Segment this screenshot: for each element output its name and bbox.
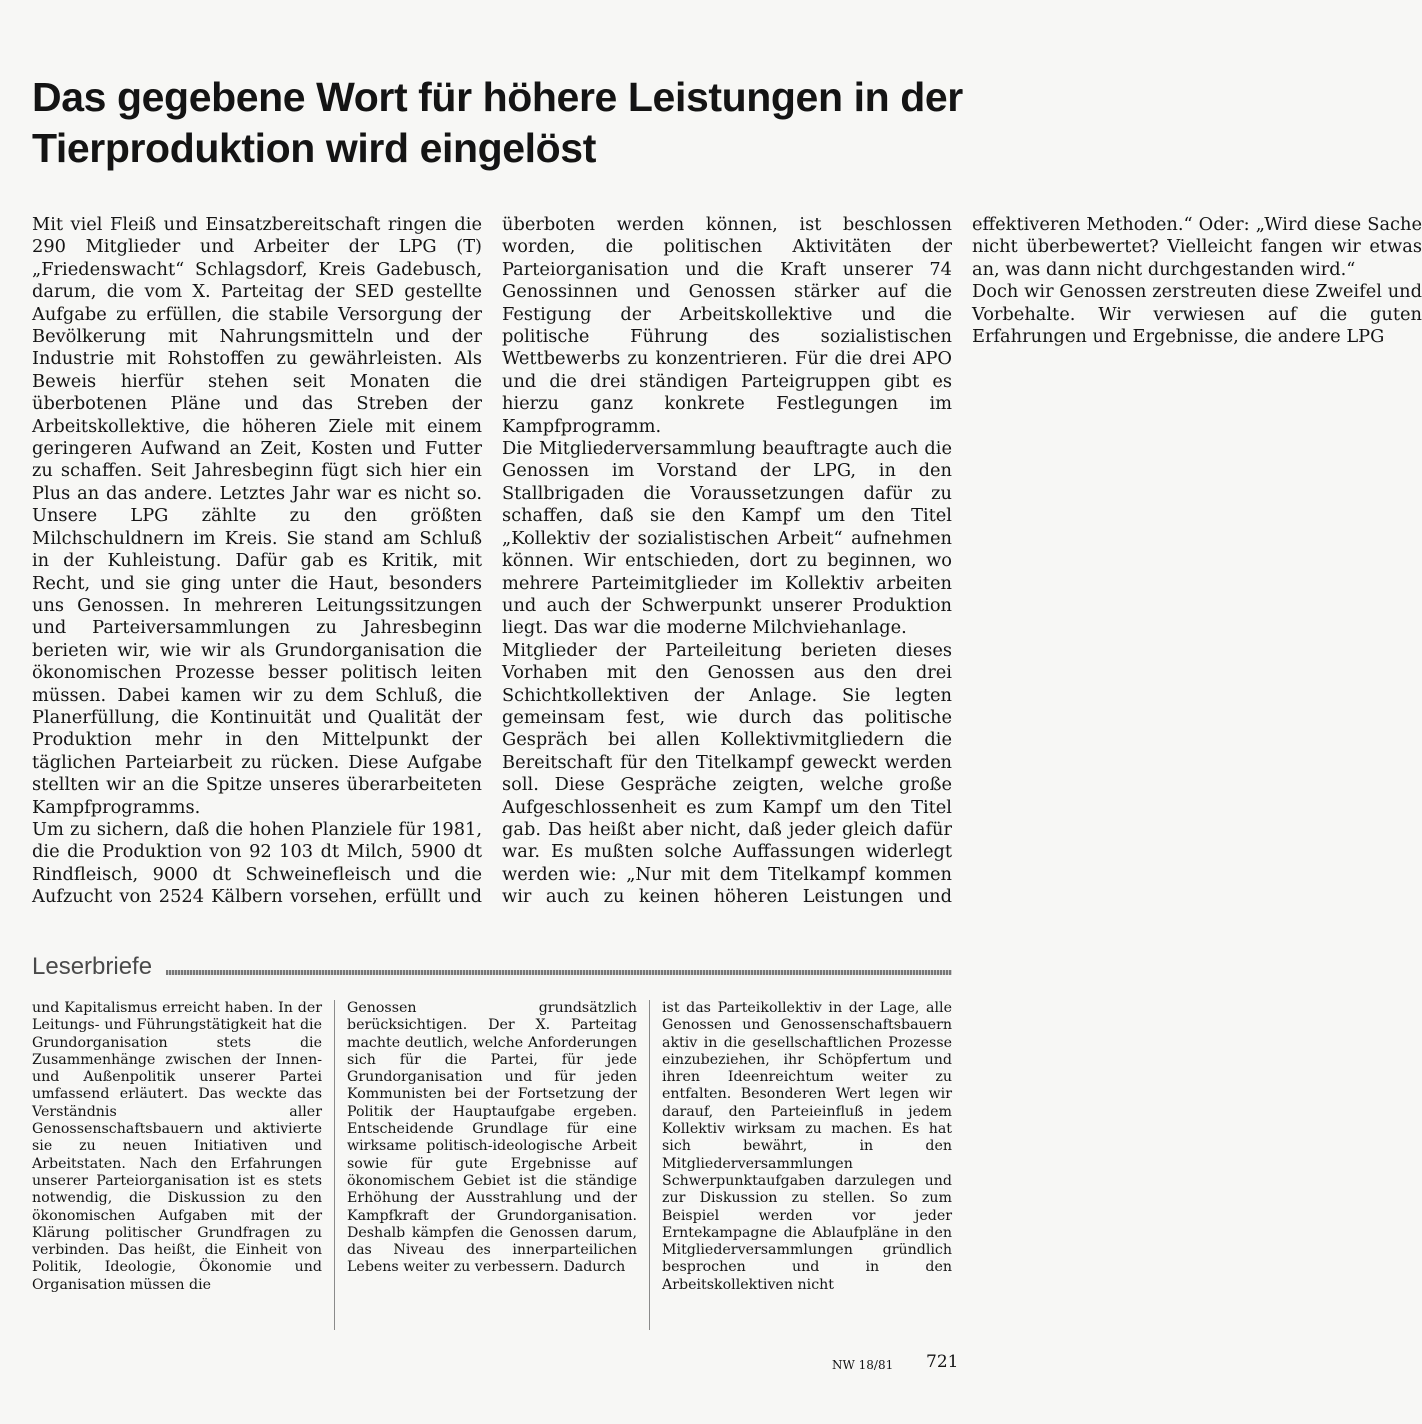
letters-text: ist das Parteikollektiv in der Lage, alle Genossen und Genossenschaftsbauern aktiv in die gesellschaftlichen Prozesse einzubeziehen, ihr Schöpfertum und ihren Ideenreichtum weiter zu entfalten. Besonderen Wert legen wir darauf, den Parteieinfluß in jedem Kollektiv wirksam zu machen. Es hat sich bewährt, in den Mitgliederversammlungen Schwerpunktaufgaben darzulegen und zur Diskussion zu stellen. So zum Beispiel werden vor jeder Erntekampagne die Ablaufpläne in den Mitgliederversammlungen gründlich besprochen und in den Arbeitskollektiven nicht	[662, 1000, 952, 1293]
article-paragraph: Doch wir Genossen zerstreuten diese Zweifel und Vorbehalte. Wir verwiesen auf die guten Erfahrungen und Ergebnisse, die andere LPG	[972, 281, 1422, 348]
letters-column-1	[32, 1000, 334, 1330]
letters-text: und Kapitalismus erreicht haben. In der Leitungs- und Führungstätigkeit hat die Grundorganisation stets die Zusammenhänge zwischen der Innen- und Außenpolitik unserer Partei umfassend erläutert. Das weckte das Verständnis aller Genossenschaftsbauern und aktivierte sie zu neuen Initiativen und Arbeitstaten. Nach den Erfahrungen unserer Parteiorganisation ist es stets notwendig, die Diskussion zu den ökonomischen Aufgaben mit der Klärung politischer Grundfragen zu verbinden. Das heißt, die Einheit von Politik, Ideologie, Ökonomie und Organisation müssen die	[32, 1000, 322, 1293]
issue-number: NW 18/81	[832, 1358, 894, 1372]
letters-text: Genossen grundsätzlich berücksichtigen. Der X. Parteitag machte deutlich, welche Anforderungen sich für die Partei, für jede Grundorganisation und für jeden Kommunisten bei der Fortsetzung der Politik der Hauptaufgabe ergeben. Entscheidende Grundlage für eine wirksame politisch-ideologische Arbeit sowie für gute Ergebnisse auf ökonomischem Gebiet ist die ständige Erhöhung der Ausstrahlung und der Kampfkraft der Grundorganisation. Deshalb kämpfen die Genossen darum, das Niveau des innerparteilichen Lebens weiter zu verbessern. Dadurch	[347, 1000, 637, 1276]
article-headline: Das gegebene Wort für höhere Leistungen in der Tierproduktion wird eingelöst	[32, 74, 963, 171]
letters-column-2	[334, 1000, 649, 1330]
letters-column-3	[649, 1000, 952, 1330]
section-label: Leserbriefe	[32, 953, 153, 980]
article-paragraph: Mitglieder der Parteileitung berieten dieses Vorhaben mit den Genossen aus den drei Schichtkollektiven der Anlage. Sie legten gemeinsam fest, wie durch das politische Gespräch bei allen Kollektivmitgliedern die Bereitschaft für den Titelkampf geweckt werden soll. Diese Gespräche zeigten, welche große Aufgeschlossenheit es zum Kampf um den Titel gab. Das heißt aber nicht, daß jeder gleich dafür war. Es mußten solche Auffassungen widerlegt werden wie: „Nur mit dem Titelkampf kommen wir auch zu keinen höheren Leistungen und effektiveren Methoden.“ Oder: „Wird diese Sache nicht überbewertet? Vielleicht fangen wir etwas an, was dann nicht durchgestanden wird.“	[502, 214, 1422, 908]
article-paragraph: Mit viel Fleiß und Einsatzbereitschaft ringen die 290 Mitglieder und Arbeiter der LPG (T) „Friedenswacht“ Schlagsdorf, Kreis Gadebusch, darum, die vom X. Parteitag der SED gestellte Aufgabe zu erfüllen, die stabile Versorgung der Bevölkerung mit Nahrungsmitteln und der Industrie mit Rohstoffen zu gewährleisten. Als Beweis hierfür stehen seit Monaten die überbotenen Pläne und das Streben der Arbeitskollektive, die höheren Ziele mit einem geringeren Aufwand an Zeit, Kosten und Futter zu schaffen. Seit Jahresbeginn fügt sich hier ein Plus an das andere. Letztes Jahr war es nicht so. Unsere LPG zählte zu den größten Milchschuldnern im Kreis. Sie stand am Schluß in der Kuhleistung. Dafür gab es Kritik, mit Recht, und sie ging unter die Haut, besonders uns Genossen. In mehreren Leitungssitzungen und Parteiversammlungen zu Jahresbeginn berieten wir, wie wir als Grundorganisation die ökonomischen Prozesse besser politisch leiten müssen. Dabei kamen wir zu dem Schluß, die Planerfüllung, die Kontinuität und Qualität der Produktion mehr in den Mittelpunkt der täglichen Parteiarbeit zu rücken. Diese Aufgabe stellten wir an die Spitze unseres überarbeiteten Kampfprogramms.	[32, 214, 482, 818]
section-header	[32, 952, 952, 980]
page-number: 721	[926, 1352, 959, 1372]
letters-body	[32, 1000, 952, 1330]
article-paragraph: Die Mitgliederversammlung beauftragte auch die Genossen im Vorstand der LPG, in den Stallbrigaden die Voraussetzungen dafür zu schaffen, daß sie den Kampf um den Titel „Kollektiv der sozialistischen Arbeit“ aufnehmen können. Wir entschieden, dort zu beginnen, wo mehrere Parteimitglieder im Kollektiv arbeiten und auch der Schwerpunkt unserer Produktion liegt. Das war die moderne Milchviehanlage.	[502, 438, 952, 639]
article-body	[32, 214, 1422, 926]
section-rule	[166, 970, 952, 975]
article-paragraph: Um zu sichern, daß die hohen Planziele für 1981, die die Produktion von 92 103 dt Milch, 5900 dt Rindfleisch, 9000 dt Schweinefleisch und die Aufzucht von 2524 Kälbern vorsehen, erfüllt und überboten werden können, ist beschlossen worden, die politischen Aktivitäten der Parteiorganisation und die Kraft unserer 74 Genossinnen und Genossen stärker auf die Festigung der Arbeitskollektive und die politische Führung des sozialistischen Wettbewerbs zu konzentrieren. Für die drei APO und die drei ständigen Parteigruppen gibt es hierzu ganz konkrete Festlegungen im Kampfprogramm.	[32, 214, 952, 908]
